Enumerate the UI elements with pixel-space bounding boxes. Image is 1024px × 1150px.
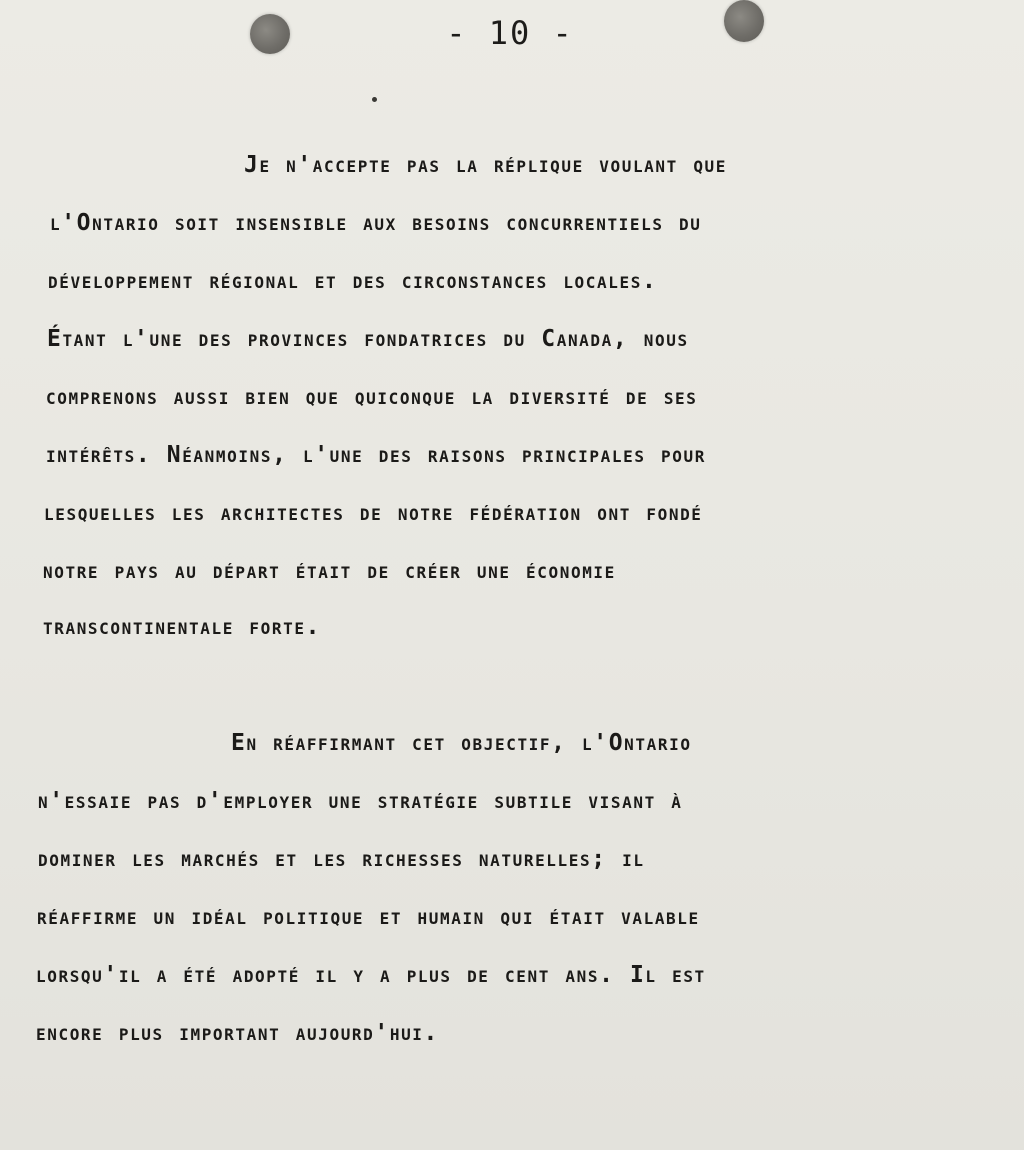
text-line: l'Ontario soit insensible aux besoins concurrentiels du: [50, 210, 702, 236]
text-line: transcontinentale forte.: [43, 614, 322, 640]
ink-speck: [372, 97, 377, 102]
punch-hole-left: [250, 14, 290, 54]
text-line: dominer les marchés et les richesses naturelles; il: [38, 846, 645, 872]
text-line: En réaffirmant cet objectif, l'Ontario: [231, 730, 692, 756]
text-line: encore plus important aujourd'hui.: [36, 1020, 439, 1046]
text-line: Je n'accepte pas la réplique voulant que: [244, 152, 728, 178]
page-number: - 10 -: [446, 14, 574, 52]
text-line: Étant l'une des provinces fondatrices du Canada, nous: [47, 326, 689, 352]
text-line: développement régional et des circonstances locales.: [48, 268, 658, 294]
text-line: intérêts. Néanmoins, l'une des raisons principales pour: [46, 442, 706, 468]
text-line: notre pays au départ était de créer une économie: [43, 558, 616, 584]
text-line: lesquelles les architectes de notre fédération ont fondé: [44, 500, 703, 526]
text-line: n'essaie pas d'employer une stratégie subtile visant à: [38, 788, 683, 814]
text-line: réaffirme un idéal politique et humain qui était valable: [37, 904, 700, 930]
punch-hole-right: [724, 0, 764, 42]
text-line: lorsqu'il a été adopté il y a plus de cent ans. Il est: [36, 962, 706, 988]
text-line: comprenons aussi bien que quiconque la diversité de ses: [46, 384, 698, 410]
